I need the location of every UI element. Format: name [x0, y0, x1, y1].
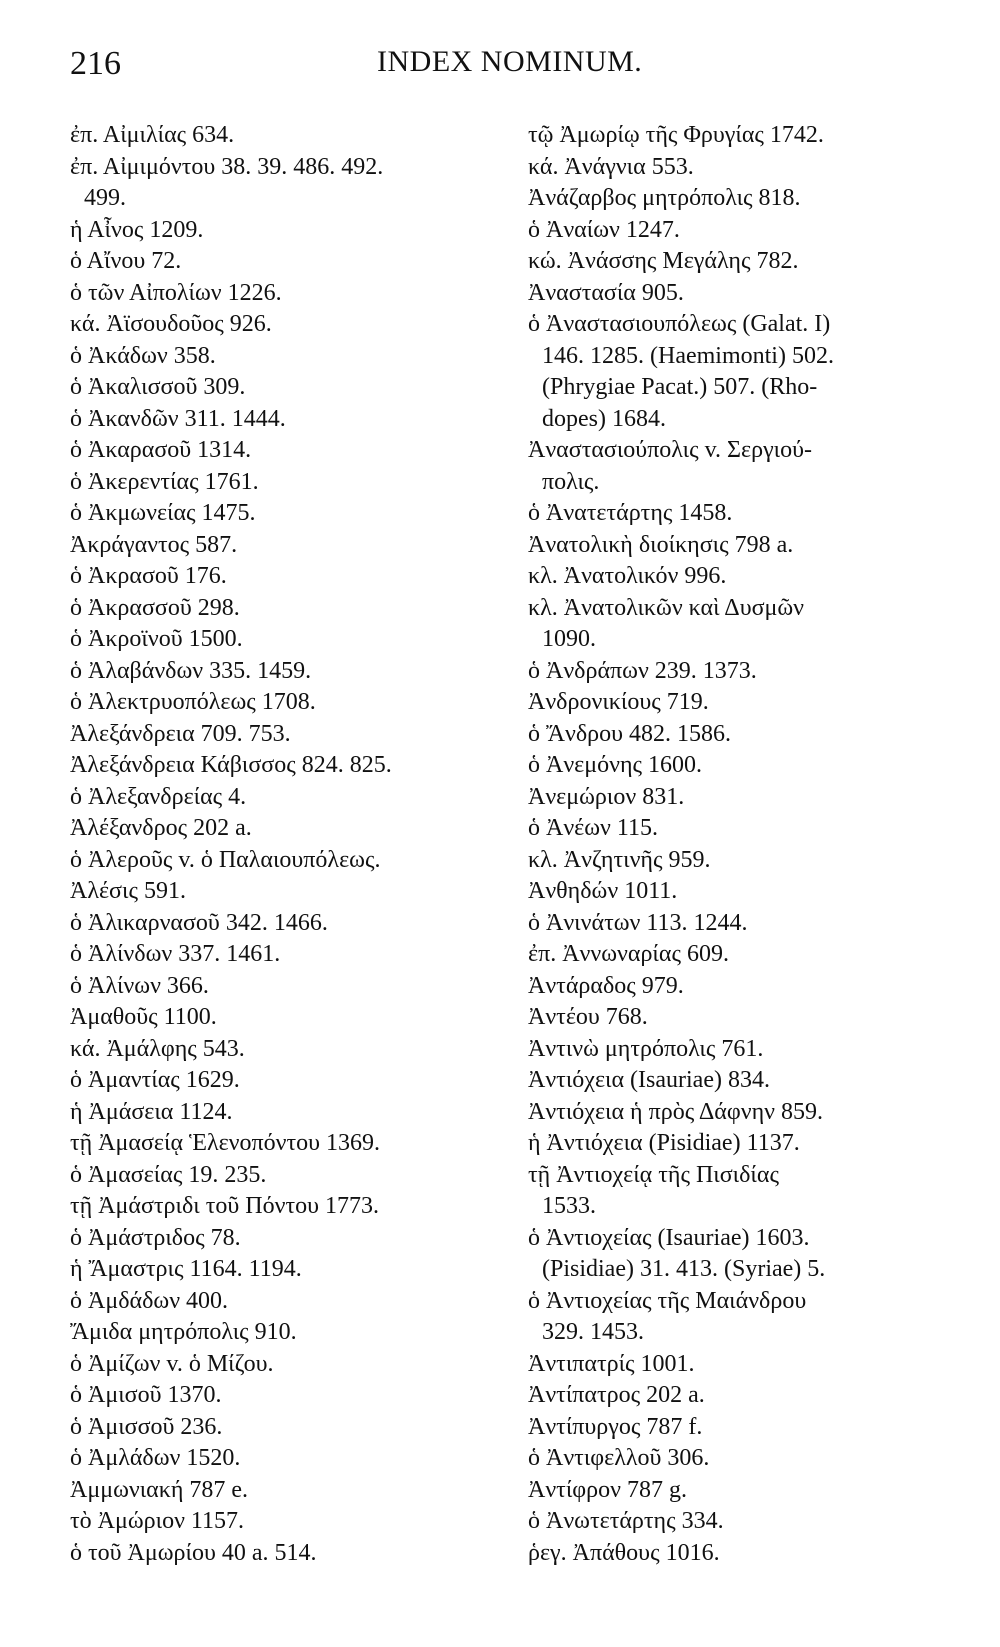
index-entry: Ἀλέσις 591.	[70, 878, 186, 904]
index-entry: τὸ Ἀμώριον 1157.	[70, 1508, 245, 1534]
index-entry: ὁ Ἀκρασσοῦ 298.	[70, 594, 240, 621]
index-entry: ὁ Ἀμασείας 19. 235.	[70, 1161, 267, 1188]
index-entry: ὁ Ἀμίζων v. ὁ Μίζου.	[70, 1350, 274, 1377]
index-entry: (Phrygiae Pacat.) 507. (Rho-	[542, 374, 818, 400]
index-entry: ὁ Ἀκανδῶν 311. 1444.	[70, 405, 286, 432]
index-entry: 1533.	[542, 1193, 596, 1219]
index-entry: ὁ Αἴνου 72.	[70, 248, 182, 274]
index-entry: τῇ Ἀμάστριδι τοῦ Πόντου 1773.	[70, 1193, 379, 1219]
index-entry: πολις.	[542, 468, 600, 495]
index-entry: κά. Ἀμάλφης 543.	[70, 1035, 245, 1062]
index-entry: Ἀντίφρον 787 g.	[528, 1476, 687, 1503]
index-entry: ὁ Ἀναίων 1247.	[528, 216, 680, 243]
index-entry: τῷ Ἀμωρίῳ τῆς Φρυγίας 1742.	[528, 122, 824, 148]
index-entry: ὁ Ἀντιοχείας τῆς Μαιάνδρου	[528, 1287, 807, 1314]
page-number: 216	[70, 45, 121, 82]
index-entry: Ἀνατολικὴ διοίκησις 798 a.	[528, 531, 794, 558]
index-entry: ὁ Ἀκροϊνοῦ 1500.	[70, 626, 243, 652]
index-entry: Ἀντινὼ μητρόπολις 761.	[528, 1035, 764, 1062]
index-entry: ὁ Ἀμισσοῦ 236.	[70, 1413, 223, 1440]
index-column-right	[528, 120, 958, 1569]
index-entry: τῇ Ἀντιοχείᾳ τῆς Πισιδίας	[528, 1161, 779, 1188]
index-entry: κλ. Ἀνατολικῶν καὶ Δυσμῶν	[528, 594, 805, 621]
index-entry: ὁ Ἀλαβάνδων 335. 1459.	[70, 657, 312, 684]
index-entry: Ἀντιόχεια ἡ πρὸς Δάφνην 859.	[528, 1098, 823, 1125]
index-entry: ὁ Ἀκαρασοῦ 1314.	[70, 437, 252, 463]
index-entry: ὁ Ἄνδρου 482. 1586.	[528, 720, 732, 747]
index-entry: Ἀντιόχεια (Isauriae) 834.	[528, 1067, 770, 1093]
index-entry: Ἄμιδα μητρόπολις 910.	[70, 1319, 297, 1345]
index-entry: Ἀναστασία 905.	[528, 279, 684, 306]
index-entry: Ἀμμωνιακή 787 e.	[70, 1476, 249, 1503]
index-entry: ὁ Ἀκαλισσοῦ 309.	[70, 374, 246, 400]
index-entry: ὁ Ἀμισοῦ 1370.	[70, 1382, 222, 1408]
index-entry: ὁ Ἀντιφελλοῦ 306.	[528, 1445, 710, 1471]
index-entry: ὁ Ἀνέων 115.	[528, 815, 659, 841]
index-entry: ἡ Ἄμαστρις 1164. 1194.	[70, 1256, 302, 1282]
index-entry: ὁ Ἀκρασοῦ 176.	[70, 563, 227, 589]
index-entry: Ἀλέξανδρος 202 a.	[70, 815, 252, 841]
index-entry: ὁ Ἀνδράπων 239. 1373.	[528, 657, 757, 684]
index-entry: ἐπ. Ἀννωναρίας 609.	[528, 941, 729, 967]
index-entry: ὁ Ἀλικαρνασοῦ 342. 1466.	[70, 909, 328, 936]
index-entry: ὁ Ἀλίνδων 337. 1461.	[70, 941, 281, 967]
index-entry: ὁ Ἀλίνων 366.	[70, 972, 209, 999]
index-entry: 1090.	[542, 626, 596, 652]
index-entry: Ἀνδρονικίους 719.	[528, 689, 709, 715]
index-entry: ὁ Ἀναστασιουπόλεως (Galat. I)	[528, 311, 831, 337]
index-entry: dopes) 1684.	[542, 405, 666, 432]
index-entry: 329. 1453.	[542, 1319, 644, 1345]
index-entry: ὁ Ἀντιοχείας (Isauriae) 1603.	[528, 1224, 810, 1251]
index-entry: Ἀκράγαντος 587.	[70, 531, 238, 558]
index-entry: Ἀνθηδών 1011.	[528, 878, 678, 904]
index-entry: Ἀνάζαρβος μητρόπολις 818.	[528, 185, 801, 211]
index-entry: ὁ Ἀκερεντίας 1761.	[70, 468, 259, 495]
index-entry: κώ. Ἀνάσσης Μεγάλης 782.	[528, 248, 799, 274]
index-entry: ὁ Ἀνωτετάρτης 334.	[528, 1508, 724, 1534]
index-entry: Ἀντίπατρος 202 a.	[528, 1382, 705, 1408]
index-entry: 499.	[84, 185, 126, 211]
index-entry: τῇ Ἀμασείᾳ Ἑλενοπόντου 1369.	[70, 1130, 381, 1156]
index-entry: κά. Ἀνάγνια 553.	[528, 153, 694, 180]
index-entry: κά. Ἀϊσουδοῦος 926.	[70, 311, 272, 337]
index-entry: ὁ Ἀκμωνείας 1475.	[70, 500, 256, 526]
index-entry: ὁ Ἀμαντίας 1629.	[70, 1067, 240, 1093]
index-entry: ὁ τοῦ Ἀμωρίου 40 a. 514.	[70, 1539, 317, 1566]
index-entry: ὁ Ἀνινάτων 113. 1244.	[528, 909, 748, 936]
index-entry: ὁ Ἀμλάδων 1520.	[70, 1445, 241, 1471]
index-column-left	[70, 120, 490, 1569]
index-entry: ὁ Ἀνεμόνης 1600.	[528, 752, 703, 778]
index-entry: ἡ Ἀντιόχεια (Pisidiae) 1137.	[528, 1130, 800, 1156]
index-entry: ὁ Ἀμάστριδος 78.	[70, 1224, 241, 1251]
index-entry: ὁ τῶν Αἰπολίων 1226.	[70, 279, 282, 306]
index-entry: κλ. Ἀνατολικόν 996.	[528, 563, 727, 589]
index-entry: ἡ Αἶνος 1209.	[70, 216, 204, 243]
index-entry: Ἀλεξάνδρεια Κάβισσος 824. 825.	[70, 752, 392, 778]
index-entry: Ἀντάραδος 979.	[528, 972, 684, 999]
index-entry: ὁ Ἀκάδων 358.	[70, 342, 216, 369]
index-entry: ὁ Ἀλεξανδρείας 4.	[70, 783, 247, 810]
index-entry: ἐπ. Αἰμιλίας 634.	[70, 122, 235, 148]
index-entry: Ἀντιπατρίς 1001.	[528, 1350, 695, 1377]
index-entry: κλ. Ἀνζητινῆς 959.	[528, 846, 711, 873]
index-entry: Ἀντέου 768.	[528, 1004, 648, 1030]
index-entry: ἡ Ἀμάσεια 1124.	[70, 1098, 233, 1125]
index-entry: ἐπ. Αἰμιμόντου 38. 39. 486. 492.	[70, 153, 384, 180]
index-entry: ῥεγ. Ἀπάθους 1016.	[528, 1539, 720, 1566]
index-entry: ὁ Ἀνατετάρτης 1458.	[528, 500, 733, 526]
index-entry: ὁ Ἀλεκτρυοπόλεως 1708.	[70, 689, 316, 715]
index-entry: ὁ Ἀμδάδων 400.	[70, 1287, 229, 1314]
index-entry: Ἀναστασιούπολις v. Σεργιού-	[528, 437, 813, 463]
index-entry: ὁ Ἀλεροῦς v. ὁ Παλαιουπόλεως.	[70, 846, 381, 873]
index-entry: Ἀντίπυργος 787 f.	[528, 1413, 703, 1440]
running-title: INDEX NOMINUM.	[377, 45, 643, 78]
index-entry: Ἀμαθοῦς 1100.	[70, 1004, 217, 1030]
index-entry: Ἀνεμώριον 831.	[528, 783, 685, 810]
index-entry: (Pisidiae) 31. 413. (Syriae) 5.	[542, 1256, 826, 1282]
index-entry: 146. 1285. (Haemimonti) 502.	[542, 342, 834, 369]
index-entry: Ἀλεξάνδρεια 709. 753.	[70, 720, 291, 747]
